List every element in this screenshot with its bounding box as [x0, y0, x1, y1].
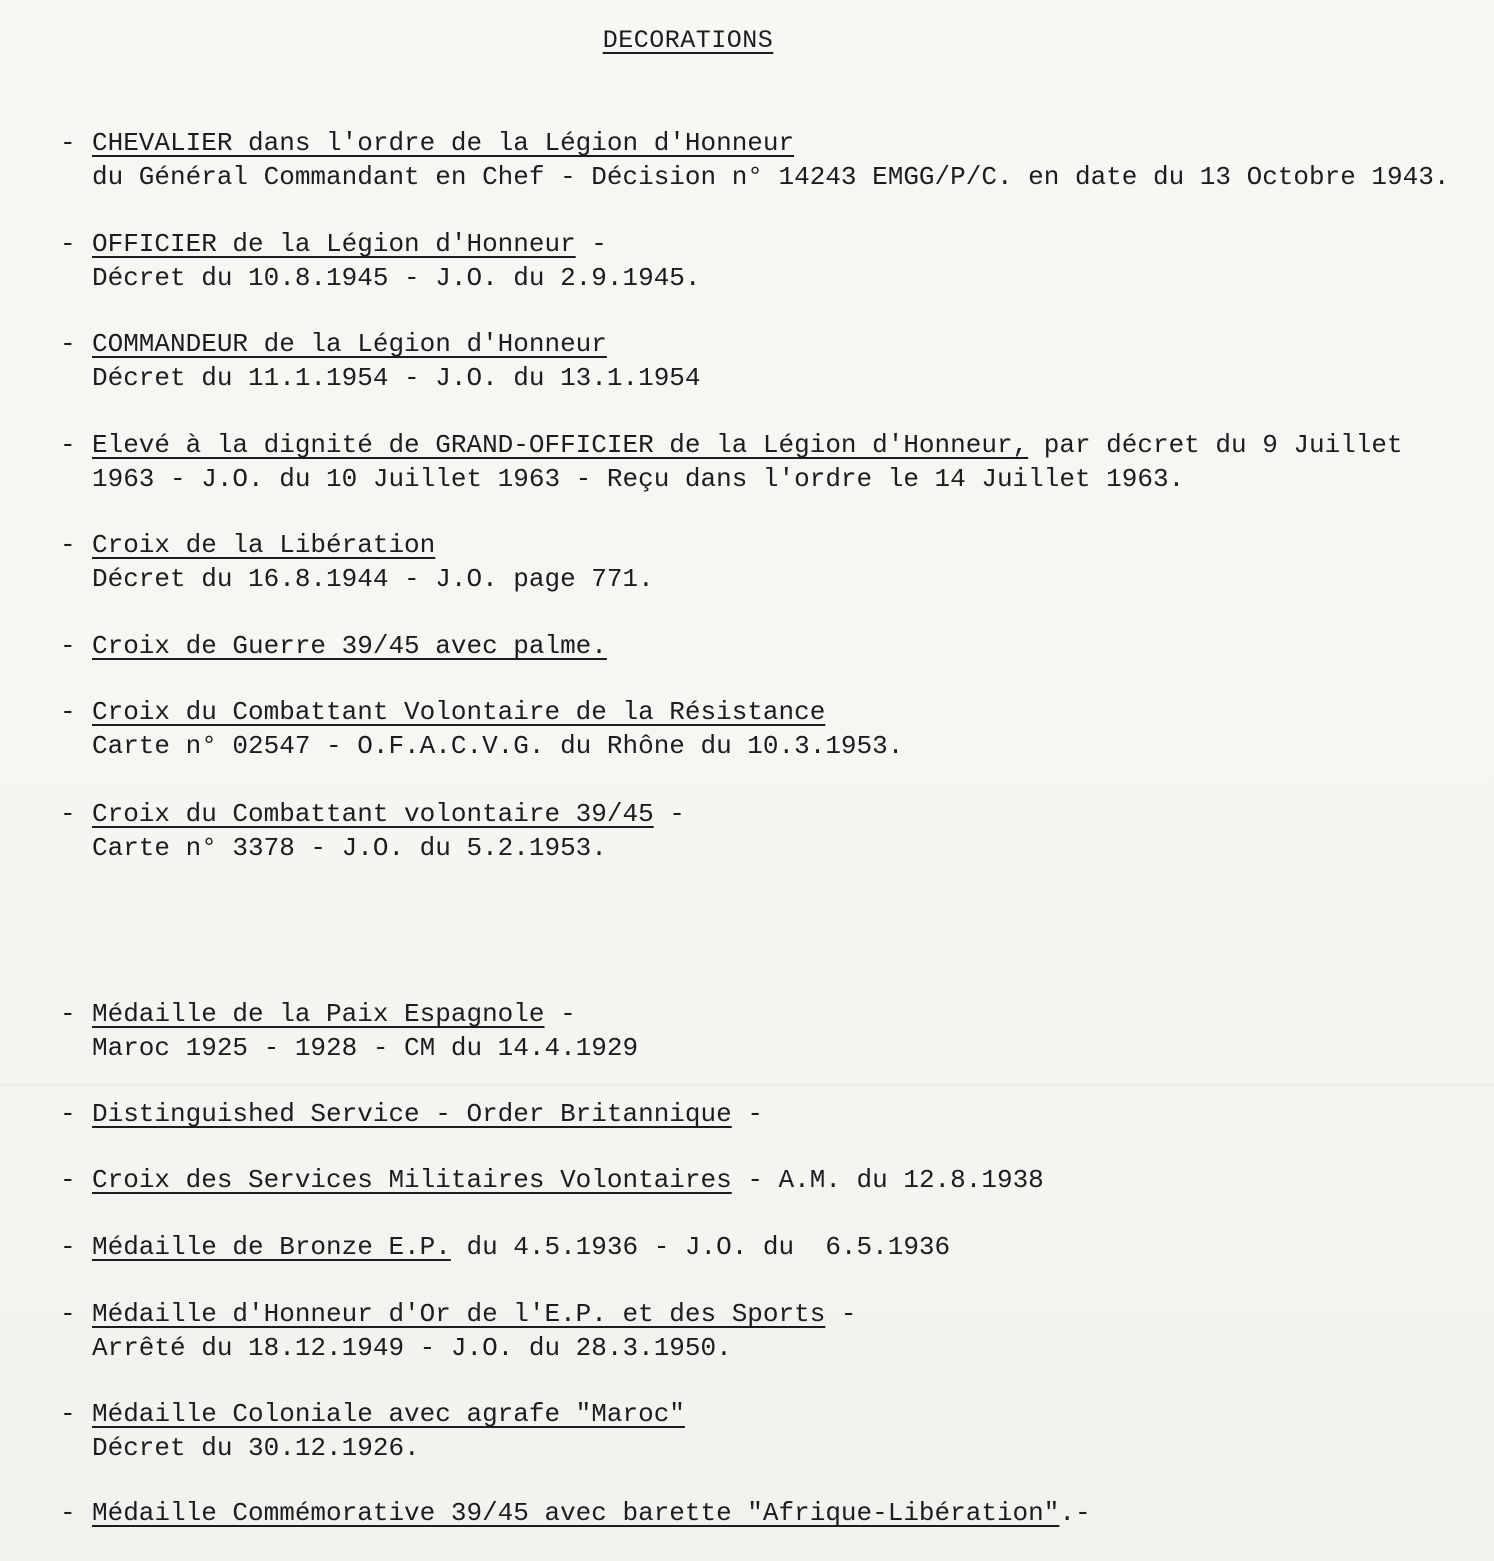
decoration-title: Croix des Services Militaires Volontaires: [92, 1165, 732, 1195]
decoration-detail: Arrêté du 18.12.1949 - J.O. du 28.3.1950.: [92, 1333, 732, 1363]
decoration-title: CHEVALIER dans l'ordre de la Légion d'Honneur: [92, 128, 795, 158]
decoration-entry: [60, 695, 903, 763]
decoration-entry: [60, 1230, 950, 1264]
decoration-suffix: par décret du 9 Juillet: [1028, 430, 1403, 460]
decoration-detail: Décret du 10.8.1945 - J.O. du 2.9.1945.: [92, 263, 701, 293]
list-dash: -: [60, 128, 76, 158]
list-dash: -: [60, 999, 76, 1029]
decoration-detail: Carte n° 3378 - J.O. du 5.2.1953.: [92, 833, 607, 863]
list-dash: -: [60, 530, 76, 560]
list-dash: -: [60, 229, 76, 259]
decoration-entry: [60, 629, 607, 663]
decoration-entry: [60, 528, 654, 596]
decoration-detail: Décret du 30.12.1926.: [92, 1433, 420, 1463]
list-dash: -: [60, 799, 76, 829]
decoration-entry: [60, 126, 1449, 194]
decoration-suffix: -: [825, 1299, 857, 1329]
decoration-detail: 1963 - J.O. du 10 Juillet 1963 - Reçu dans l'ordre le 14 Juillet 1963.: [92, 464, 1185, 494]
decoration-suffix: -: [575, 229, 607, 259]
decoration-entry: [60, 1163, 1044, 1197]
list-dash: -: [60, 631, 76, 661]
decoration-title: COMMANDEUR de la Légion d'Honneur: [92, 329, 607, 359]
list-dash: -: [60, 1399, 76, 1429]
list-dash: -: [60, 1299, 76, 1329]
decoration-entry: [60, 327, 701, 395]
decoration-title: Croix de Guerre 39/45 avec palme.: [92, 631, 607, 661]
decoration-detail: du Général Commandant en Chef - Décision n° 14243 EMGG/P/C. en date du 13 Octobre 1943.: [92, 162, 1450, 192]
decoration-suffix: -: [731, 1099, 763, 1129]
list-dash: -: [60, 1498, 76, 1528]
decoration-detail: Décret du 16.8.1944 - J.O. page 771.: [92, 564, 654, 594]
decoration-suffix: - A.M. du 12.8.1938: [731, 1165, 1044, 1195]
decoration-title: Distinguished Service - Order Britannique: [92, 1099, 732, 1129]
paper-fold: [0, 1082, 1494, 1088]
decoration-suffix: -: [544, 999, 576, 1029]
decoration-suffix: -: [653, 799, 685, 829]
list-dash: -: [60, 430, 76, 460]
list-dash: -: [60, 1099, 76, 1129]
list-dash: -: [60, 329, 76, 359]
decoration-entry: [60, 1496, 1091, 1530]
decoration-entry: [60, 997, 638, 1065]
decoration-entry: [60, 1097, 763, 1131]
decoration-title: Médaille de Bronze E.P.: [92, 1232, 451, 1262]
list-dash: -: [60, 697, 76, 727]
decoration-title: Médaille Commémorative 39/45 avec barette "Afrique-Libération": [92, 1498, 1060, 1528]
page-title: DECORATIONS: [602, 26, 774, 55]
decoration-suffix: .-: [1059, 1498, 1091, 1528]
decoration-entry: [60, 428, 1403, 496]
decoration-title: Croix du Combattant volontaire 39/45: [92, 799, 654, 829]
decoration-detail: Maroc 1925 - 1928 - CM du 14.4.1929: [92, 1033, 639, 1063]
decoration-title: Croix de la Libération: [92, 530, 436, 560]
decoration-detail: Décret du 11.1.1954 - J.O. du 13.1.1954: [92, 363, 701, 393]
decoration-title: OFFICIER de la Légion d'Honneur: [92, 229, 576, 259]
list-dash: -: [60, 1165, 76, 1195]
decoration-title: Médaille Coloniale avec agrafe "Maroc": [92, 1399, 685, 1429]
decoration-entry: [60, 227, 701, 295]
decoration-entry: [60, 1397, 685, 1465]
decoration-entry: [60, 797, 685, 865]
decoration-suffix: du 4.5.1936 - J.O. du 6.5.1936: [450, 1232, 951, 1262]
decoration-detail: Carte n° 02547 - O.F.A.C.V.G. du Rhône du 10.3.1953.: [92, 731, 904, 761]
list-dash: -: [60, 1232, 76, 1262]
decoration-title: Médaille de la Paix Espagnole: [92, 999, 545, 1029]
decoration-title: Croix du Combattant Volontaire de la Résistance: [92, 697, 826, 727]
decoration-title: Elevé à la dignité de GRAND-OFFICIER de la Légion d'Honneur,: [92, 430, 1029, 460]
decoration-title: Médaille d'Honneur d'Or de l'E.P. et des Sports: [92, 1299, 826, 1329]
decoration-entry: [60, 1297, 857, 1365]
